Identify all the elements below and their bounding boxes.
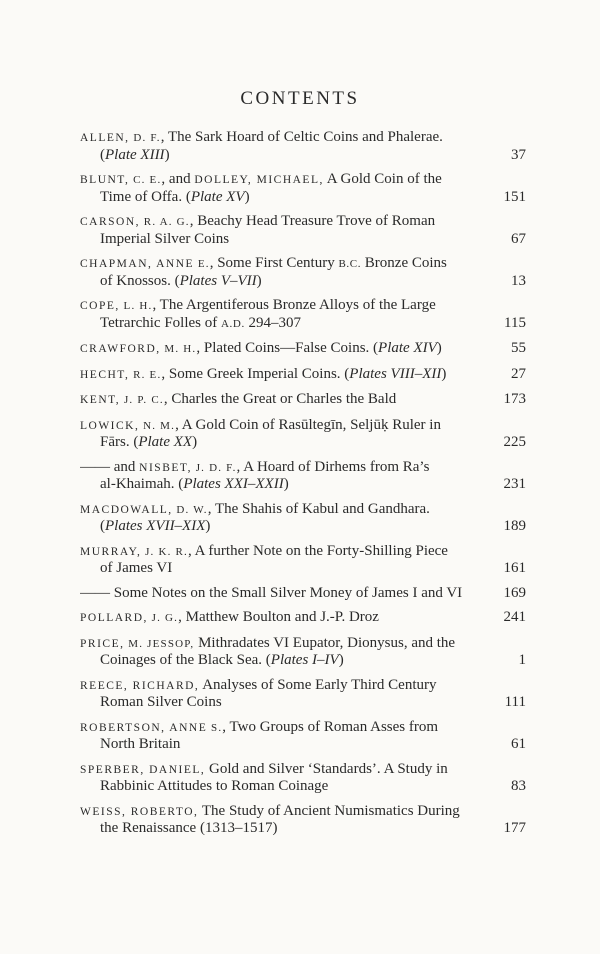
toc-entry-line	[80, 820, 526, 837]
author-name: SPERBER, DANIEL,	[80, 763, 206, 776]
entry-text-segment: A Gold Coin of the	[323, 171, 442, 187]
toc-entry-text	[80, 340, 484, 358]
entry-text-segment: Roman Silver Coins	[100, 694, 222, 710]
toc-entry-line	[80, 340, 526, 358]
page-number: 1	[518, 652, 526, 668]
entry-text-segment: )	[338, 652, 344, 668]
page-number: 67	[511, 230, 526, 247]
entry-text-segment: )	[205, 518, 211, 534]
toc-entry-text	[100, 273, 484, 290]
toc-entry-text	[80, 391, 484, 409]
entry-text-segment: Analyses of Some Early Third Century	[199, 676, 437, 693]
entry-text-segment: )	[244, 188, 250, 205]
toc-entry-line	[80, 366, 526, 384]
toc-entry	[80, 459, 526, 493]
toc-entry-line	[80, 652, 526, 669]
entry-text-segment: North Britain	[100, 736, 181, 752]
page-number: 173	[503, 391, 526, 407]
entry-text-segment: Imperial Silver Coins	[100, 230, 230, 247]
page-number: 225	[503, 434, 526, 450]
toc-entry-text	[100, 315, 484, 333]
entry-text-segment: —— Some Notes on the Small Silver Money of James I and VI	[80, 584, 463, 601]
entry-text-segment: , and	[161, 171, 195, 187]
page-number: 161	[503, 560, 526, 576]
author-name: POLLARD,	[80, 612, 148, 624]
entry-text-segment: , Plated Coins—False Coins. (	[196, 340, 379, 356]
plate-reference: Plates V–VII	[179, 272, 257, 289]
author-name: NISBET,	[139, 461, 192, 474]
toc-entry-text	[100, 476, 484, 493]
entry-text-segment: R. E.	[133, 368, 162, 381]
toc-entry-line	[80, 719, 526, 737]
toc-entry-text	[100, 736, 484, 753]
entry-text-segment: of James VI	[100, 560, 173, 576]
toc-entry-line	[80, 560, 526, 577]
entry-text-segment: , Some First Century	[209, 255, 339, 271]
toc-entry-line	[80, 255, 526, 273]
toc-entry-line	[80, 315, 526, 333]
toc-entry-line	[80, 518, 526, 535]
author-name: ROBERTSON, ANNE	[80, 721, 208, 734]
plate-reference: Plates I–IV	[270, 652, 339, 668]
page-number: 111	[504, 694, 526, 710]
page-number: 55	[511, 340, 526, 356]
entry-text-segment: , A Gold Coin of Rasūltegīn, Seljūḳ Ruler in	[175, 416, 441, 433]
toc-entry-text	[100, 820, 484, 837]
entry-text-segment: M. JESSOP,	[128, 637, 195, 650]
author-name: KENT,	[80, 394, 121, 406]
toc-entry-text	[100, 518, 484, 535]
toc-entry-text	[100, 189, 484, 206]
entry-text-segment: J. K. R.	[145, 545, 188, 558]
entry-text-segment: J. G.	[151, 612, 179, 624]
toc-entry-line	[80, 273, 526, 290]
toc-entry-line	[80, 694, 526, 711]
toc-entry	[80, 297, 526, 332]
toc-entry-text	[80, 635, 526, 653]
author-name: ALLEN,	[80, 132, 130, 144]
toc-entry	[80, 417, 526, 451]
entry-text-segment: )	[192, 434, 198, 450]
author-name: CARSON,	[80, 216, 141, 228]
toc-entry-line	[80, 417, 526, 435]
toc-entry	[80, 213, 526, 247]
page-number: 189	[503, 518, 526, 534]
toc-entry-text	[80, 585, 484, 602]
plate-reference: Plates XXI–XXII	[183, 476, 284, 492]
toc-entry	[80, 543, 526, 577]
toc-entry-text	[80, 543, 526, 561]
toc-entry-line	[80, 434, 526, 451]
toc-entry-text	[80, 803, 526, 821]
entry-text-segment: N. M.	[143, 419, 176, 432]
page-number: 151	[503, 188, 526, 205]
toc-entry-line	[80, 635, 526, 653]
toc-entry-line	[80, 189, 526, 206]
entry-text-segment: (	[100, 146, 105, 163]
plate-reference: Plates VIII–XII	[349, 365, 442, 382]
table-of-contents	[80, 129, 526, 845]
toc-entry-text	[80, 171, 526, 189]
toc-entry	[80, 391, 526, 409]
plate-reference: Plate XIII	[105, 146, 165, 163]
page-number: 83	[511, 778, 526, 794]
toc-entry-text	[100, 434, 484, 451]
entry-text-segment: A.D.	[221, 317, 245, 330]
author-name: MURRAY,	[80, 545, 142, 558]
toc-entry-line	[80, 677, 526, 695]
toc-entry-line	[80, 476, 526, 493]
author-name: CHAPMAN, ANNE	[80, 258, 195, 270]
entry-text-segment: , Beachy Head Treasure Trove of Roman	[189, 213, 436, 229]
author-name: WEISS, ROBERTO,	[80, 805, 199, 818]
toc-entry-line	[80, 761, 526, 779]
entry-text-segment: , The Shahis of Kabul and Gandhara.	[207, 500, 430, 517]
entry-text-segment: R. A. G.	[143, 216, 190, 228]
entry-text-segment: C. E.	[133, 174, 162, 186]
plate-reference: Plates XVII–XIX	[105, 518, 206, 534]
toc-entry-text	[80, 297, 526, 315]
toc-entry-text	[80, 761, 526, 779]
page-number: 241	[503, 609, 526, 625]
author-name: BLUNT,	[80, 174, 130, 186]
page-number: 177	[503, 820, 526, 836]
entry-text-segment: The Study of Ancient Numismatics During	[198, 802, 460, 819]
toc-entry-text	[80, 366, 484, 384]
author-name: LOWICK,	[80, 419, 140, 432]
entry-text-segment: of Knossos. (	[100, 272, 180, 289]
toc-entry-line	[80, 501, 526, 519]
toc-entry-text	[80, 501, 526, 519]
entry-text-segment: D. W.	[176, 503, 208, 516]
toc-entry-text	[100, 694, 484, 711]
author-name: PRICE,	[80, 637, 125, 650]
toc-entry-text	[80, 459, 526, 477]
entry-text-segment: the Renaissance (1313–1517)	[100, 820, 278, 836]
entry-text-segment: )	[164, 146, 170, 163]
entry-text-segment: , Two Groups of Roman Asses from	[222, 718, 439, 735]
plate-reference: Plate XX	[138, 434, 193, 450]
entry-text-segment: S.	[211, 721, 223, 734]
toc-entry-line	[80, 129, 526, 147]
entry-text-segment: E.	[197, 258, 210, 270]
entry-text-segment: Mithradates VI Eupator, Dionysus, and the	[194, 634, 456, 651]
entry-text-segment: )	[256, 272, 262, 289]
page-title: CONTENTS	[240, 88, 360, 109]
page-number: 169	[503, 584, 526, 601]
page-number: 27	[511, 365, 526, 382]
entry-text-segment: D. F.	[133, 132, 161, 144]
toc-entry-line	[80, 736, 526, 753]
entry-text-segment: Fārs. (	[100, 434, 139, 450]
entry-text-segment: (	[100, 518, 105, 534]
page-number: 115	[504, 314, 526, 331]
entry-text-segment: Bronze Coins	[361, 255, 447, 271]
entry-text-segment: , Charles the Great or Charles the Bald	[163, 391, 397, 407]
toc-entry-text	[80, 677, 526, 695]
entry-text-segment: )	[441, 365, 447, 382]
toc-entry	[80, 719, 526, 753]
entry-text-segment: )	[436, 340, 442, 356]
toc-entry-line	[80, 213, 526, 231]
page-number: 37	[511, 146, 526, 163]
toc-entry-text	[100, 560, 484, 577]
entry-text-segment: Tetrarchic Folles of	[100, 314, 221, 331]
entry-text-segment: —— and	[80, 458, 140, 475]
toc-entry-line	[80, 459, 526, 477]
entry-text-segment: 294–307	[244, 314, 302, 331]
toc-entry	[80, 635, 526, 669]
entry-text-segment: Gold and Silver ‘Standards’. A Study in	[205, 760, 448, 777]
entry-text-segment: Rabbinic Attitudes to Roman Coinage	[100, 778, 329, 794]
entry-text-segment: , A further Note on the Forty-Shilling Piece	[188, 542, 448, 559]
author-name: MACDOWALL,	[80, 503, 173, 516]
toc-entry-line	[80, 231, 526, 248]
author-name: REECE, RICHARD,	[80, 679, 200, 692]
toc-entry	[80, 761, 526, 795]
author-name: COPE,	[80, 300, 120, 312]
entry-text-segment: Coinages of the Black Sea. (	[100, 652, 271, 668]
author-name: HECHT,	[80, 368, 130, 381]
toc-entry	[80, 171, 526, 205]
toc-entry-line	[80, 391, 526, 409]
toc-entry-text	[80, 417, 526, 435]
page-number: 61	[511, 736, 526, 752]
toc-entry-text	[80, 255, 526, 273]
entry-text-segment: , The Argentiferous Bronze Alloys of the Large	[152, 297, 436, 313]
toc-entry	[80, 255, 526, 289]
entry-text-segment: Time of Offa. (	[100, 188, 191, 205]
toc-entry	[80, 366, 526, 384]
entry-text-segment: J. P. C.	[123, 394, 164, 406]
entry-text-segment: , Matthew Boulton and J.-P. Droz	[178, 609, 379, 625]
entry-text-segment: , Some Greek Imperial Coins. (	[161, 365, 350, 382]
toc-entry	[80, 677, 526, 711]
entry-text-segment: , A Hoard of Dirhems from Ra’s	[236, 458, 430, 475]
toc-entry-text	[80, 213, 526, 231]
author-name: CRAWFORD,	[80, 343, 161, 355]
toc-entry	[80, 585, 526, 602]
toc-entry-line	[80, 297, 526, 315]
toc-entry-line	[80, 778, 526, 795]
entry-text-segment: )	[283, 476, 289, 492]
toc-entry	[80, 803, 526, 837]
toc-entry	[80, 609, 526, 627]
entry-text-segment: al-Khaimah. (	[100, 476, 184, 492]
toc-entry-text	[100, 778, 484, 795]
entry-text-segment: B.C.	[338, 258, 362, 270]
page-number: 13	[511, 272, 526, 289]
toc-entry-text	[100, 652, 484, 669]
toc-entry	[80, 340, 526, 358]
toc-entry-text	[80, 609, 484, 627]
toc-entry	[80, 129, 526, 163]
toc-entry-line	[80, 147, 526, 164]
plate-reference: Plate XV	[190, 188, 245, 205]
toc-entry	[80, 501, 526, 535]
entry-text-segment: M. H.	[164, 343, 197, 355]
entry-text-segment: L. H.	[123, 300, 153, 312]
toc-entry-line	[80, 609, 526, 627]
toc-entry-line	[80, 543, 526, 561]
toc-entry-line	[80, 803, 526, 821]
author-name: DOLLEY, MICHAEL,	[194, 174, 324, 186]
toc-entry-text	[100, 231, 484, 248]
toc-entry-line	[80, 585, 526, 602]
toc-entry-text	[80, 719, 526, 737]
toc-entry-text	[80, 129, 526, 147]
toc-entry-line	[80, 171, 526, 189]
entry-text-segment: J. D. F.	[195, 461, 237, 474]
plate-reference: Plate XIV	[378, 340, 437, 356]
toc-entry-text	[100, 147, 484, 164]
entry-text-segment: , The Sark Hoard of Celtic Coins and Phalerae.	[160, 129, 443, 145]
page-number: 231	[503, 476, 526, 492]
